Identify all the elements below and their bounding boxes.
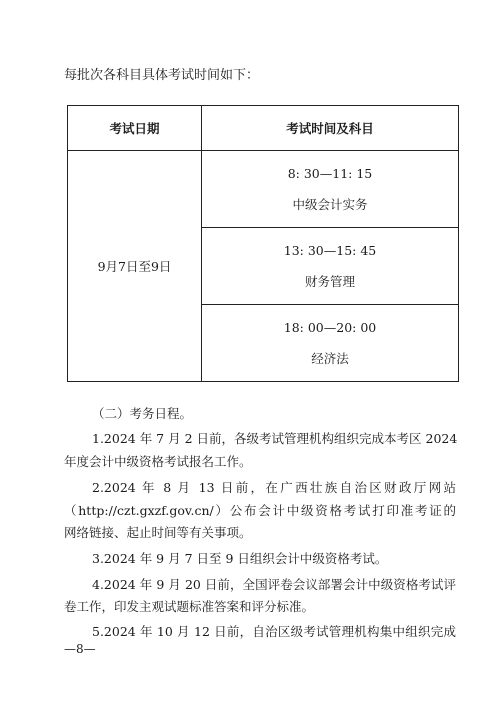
header-exam-date: 考试日期 [68,106,202,151]
slot-time: 13: 30—15: 45 [283,242,377,258]
item-2-line-3: 网络链接、起止时间等有关事项。 [64,525,252,540]
header-exam-time-subject: 考试时间及科目 [202,106,459,151]
intro-text: 每批次各科目具体考试时间如下： [64,68,260,83]
item-2-line-1: 2.2024 年 8 月 13 日前，在广西壮族自治区财政厅网站 [92,480,456,495]
slot-subject: 中级会计实务 [292,196,368,212]
slot-subject: 财务管理 [304,273,355,289]
item-1-line-1: 1.2024 年 7 月 2 日前，各级考试管理机构组织完成本考区 2024 [92,431,458,446]
item-4-line-1: 4.2024 年 9 月 20 日前，全国评卷会议部署会计中级资格考试评 [92,577,456,592]
exam-schedule-table [67,105,459,382]
table-header-row [68,106,459,151]
section-title: （二）考务日程。 [92,406,193,421]
slot-time: 18: 00—20: 00 [283,319,377,335]
item-5-line-1: 5.2024 年 10 月 12 日前，自治区级考试管理机构集中组织完成 [92,624,456,639]
item-1-line-2: 年度会计中级资格考试报名工作。 [64,454,252,469]
slot-cell [202,151,459,228]
item-3-line-1: 3.2024 年 9 月 7 日至 9 日组织会计中级资格考试。 [92,551,388,566]
slot-cell [202,305,459,382]
page-number: —8— [64,642,96,656]
table-row [68,151,459,228]
exam-date-cell: 9月7日至9日 [68,151,202,382]
item-4-line-2: 卷工作，印发主观试题标准答案和评分标准。 [64,599,315,614]
slot-subject: 经济法 [311,350,349,366]
slot-time: 8: 30—11: 15 [287,165,373,181]
item-2-line-2: （http://czt.gxzf.gov.cn/）公布会计中级资格考试打印准考证的 [64,503,456,518]
slot-cell [202,228,459,305]
